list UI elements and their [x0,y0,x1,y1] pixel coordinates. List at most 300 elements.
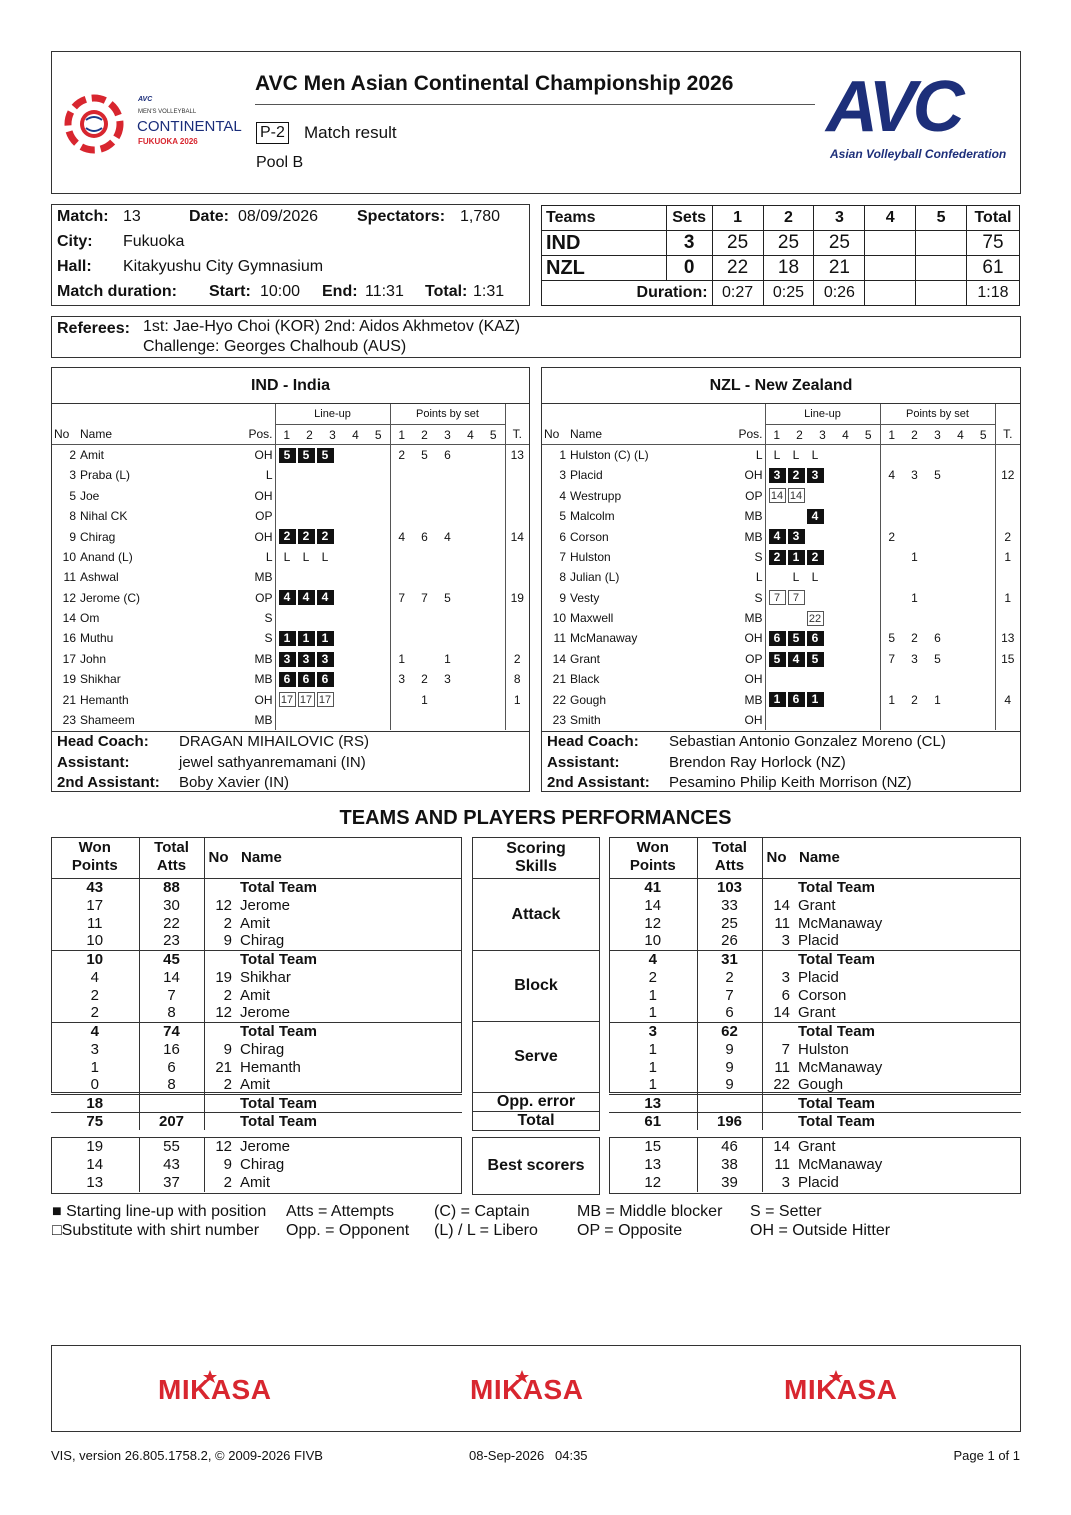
player-number: 7 [559,549,566,564]
player-number: 5 [69,488,76,503]
no-name-header: No Name [208,848,282,866]
set-points [903,710,926,730]
best-scorers-label-table [472,1137,600,1195]
player-total [995,506,1020,526]
player-name: Total Team [240,1022,317,1040]
libero-mark: L [792,447,800,462]
perf-row [51,968,462,986]
empty-lineup-slot [807,529,824,544]
set-points [949,506,972,526]
player-number [204,1112,236,1130]
total-attempts: 2 [697,968,762,986]
set-points [413,465,436,485]
player-row [542,486,1020,506]
set-points: 7 [421,590,428,605]
perf-row [51,1076,462,1094]
avc-mark: AVC [826,67,961,147]
player-row [542,465,1020,485]
set-points [972,649,995,669]
col-set: 1 [398,427,406,442]
player-name: Grant [798,1004,836,1022]
set-points [459,608,482,628]
col-no: No [54,427,70,442]
player-number [204,1022,236,1040]
player-position: L [734,567,765,587]
set-points [949,710,972,730]
player-name: Total Team [240,878,317,896]
empty-lineup-slot [769,611,786,626]
player-number: 1 [559,448,566,463]
total-header: Total [154,839,189,857]
assistant: Brendon Ray Horlock (NZ) [669,753,846,771]
starting-position-badge: 1 [807,692,824,707]
substitute-badge: 17 [298,692,315,707]
player-name: Total Team [798,1112,875,1130]
set-points [459,465,482,485]
won-points: 14 [609,896,697,914]
player-position: L [734,445,765,465]
set-points [903,669,926,689]
player-name: Black [570,672,600,687]
perf-row [51,1040,462,1058]
player-name: Julian (L) [570,570,620,585]
set-points [390,689,413,709]
set-points [459,445,482,465]
set-points [949,465,972,485]
player-number: 12 [215,896,232,914]
set-points [459,526,482,546]
set-points [880,486,903,506]
lineup-cells [275,547,390,567]
player-row [542,588,1020,608]
set-duration: 0:26 [814,281,865,306]
hall-label: Hall: [57,258,92,275]
player-name: Placid [798,1174,839,1192]
starting-position-badge: 3 [807,468,824,483]
player-name: Om [80,611,100,626]
team-title: IND - India [52,368,529,404]
player-row [542,567,1020,587]
player-number: 16 [62,631,76,646]
set-points [482,547,505,567]
set-points [949,588,972,608]
best-scorer-row [609,1155,1021,1173]
points-header: Points [629,857,676,875]
player-name: Hulston [798,1040,849,1058]
skills-header-line2: Skills [515,858,557,875]
player-position: L [244,465,275,485]
player-name: Amit [240,1076,270,1094]
start-time: 10:00 [260,283,301,300]
total-attempts: 6 [697,1004,762,1022]
player-position: S [244,628,275,648]
libero-mark: L [811,447,819,462]
spectators-label: Spectators: [357,208,446,225]
empty-lineup-slot [788,509,805,524]
player-position: MB [244,649,275,669]
col-set: 5 [482,424,505,444]
performance-table [51,837,462,1130]
lineup-cells [765,526,880,546]
skill-opp-error: Opp. error [473,1093,600,1112]
player-name: Chirag [240,1040,285,1058]
lineup-cells [275,628,390,648]
player-number: 11 [774,914,790,932]
set-score: 25 [763,231,814,256]
skill-total: Total [473,1112,600,1131]
legend-item: OP = Opposite [577,1222,683,1239]
set-points [413,506,436,526]
player-number: 21 [215,1058,232,1076]
player-total [505,628,529,648]
points-header: Points by set [880,404,995,424]
total-attempts: 31 [697,950,762,968]
title-divider [255,104,815,105]
performances-title: TEAMS AND PLAYERS PERFORMANCES [339,807,732,829]
set-points: 1 [398,651,406,666]
player-number: 14 [773,896,790,914]
skill-attack: Attack [473,879,600,951]
player-name: Amit [240,914,270,932]
team-code: IND [542,231,667,256]
player-name: Shameem [80,713,135,728]
set-points [390,567,413,587]
total-atts-header [697,837,762,878]
set-points: 1 [888,692,896,707]
second-assistant: Pesamino Philip Keith Morrison (NZ) [669,774,912,792]
player-total: 2 [513,651,521,666]
set-points [880,547,903,567]
player-total [505,710,529,730]
set-points [972,445,995,465]
player-position: OH [734,465,765,485]
player-number: 8 [69,509,76,524]
set-points [880,445,903,465]
set-points [390,628,413,648]
player-row [542,526,1020,546]
player-name: Grant [570,651,601,666]
set-points [436,710,459,730]
lineup-cells [765,465,880,485]
lineup-cells [765,669,880,689]
roster-header-row [52,424,529,444]
starting-position-badge: 2 [807,550,824,565]
set-score: 25 [712,231,763,256]
player-number: 9 [559,590,566,605]
player-number: 3 [781,968,790,986]
total-attempts: 22 [139,914,204,932]
set-points [949,567,972,587]
won-points: 61 [609,1112,697,1130]
starting-position-badge: 6 [298,672,315,687]
roster-header-row [542,424,1020,444]
player-number: 5 [559,509,566,524]
player-number: 14 [552,651,566,666]
set-points [459,588,482,608]
set-points [926,506,949,526]
set-points: 5 [934,468,941,483]
set-points [949,649,972,669]
set-points [903,608,926,628]
starting-position-badge: 2 [279,529,296,544]
won-points: 3 [51,1040,139,1058]
set-points [972,526,995,546]
col-name: Name [80,427,113,442]
col-set: 1 [773,427,781,442]
perf-row [609,932,1021,950]
player-name: Grant [798,896,836,914]
total-attempts: 207 [139,1112,204,1130]
player-row [52,486,529,506]
head-coach-label: Head Coach: [547,733,639,751]
duration-label: Match duration: [57,283,177,300]
col-set: 2 [421,427,428,442]
col-name: Name [570,427,603,442]
score-header: 1 [712,206,763,231]
second-assistant: Boby Xavier (IN) [179,774,290,792]
set-duration: 0:27 [712,281,763,306]
player-number: 3 [559,468,566,483]
won-points: 13 [609,1155,697,1173]
set-duration [865,281,916,306]
libero-mark: L [283,549,291,564]
starting-position-badge: 3 [769,468,786,483]
lineup-cells [275,689,390,709]
legend-item: □Substitute with shirt number [52,1222,260,1239]
set-points [972,547,995,567]
set-points [880,669,903,689]
player-number: 11 [774,1155,790,1173]
set-points: 5 [934,651,941,666]
set-points [459,669,482,689]
player-name: Amit [240,986,270,1004]
set-points [926,567,949,587]
player-name: McManaway [798,1058,883,1076]
player-total: 15 [1001,651,1015,666]
player-number: 8 [559,570,566,585]
player-position: OH [734,628,765,648]
set-points: 3 [911,468,918,483]
substitute-badge: 7 [769,590,786,605]
perf-row [51,896,462,914]
empty-lineup-slot [769,570,786,585]
starting-position-badge: 2 [317,529,334,544]
player-total [505,608,529,628]
player-name: Nihal CK [80,509,128,524]
starting-position-badge: 5 [788,631,805,646]
starting-position-badge: 5 [317,448,334,463]
set-score: 25 [814,231,865,256]
player-row [52,669,529,689]
player-position: MB [734,506,765,526]
set-points: 4 [398,529,406,544]
player-name: John [80,651,107,666]
set-points [436,506,459,526]
set-points [482,608,505,628]
perf-row [51,1004,462,1022]
substitute-badge: 7 [788,590,805,605]
set-points [413,608,436,628]
player-row [52,710,529,730]
total-score: 61 [966,256,1019,281]
player-row [52,445,529,465]
player-name: Shikhar [240,968,291,986]
player-name: Total Team [798,1094,875,1112]
set-points [413,547,436,567]
starting-position-badge: 5 [279,448,296,463]
total-attempts: 16 [139,1040,204,1058]
performance-table [609,837,1021,1130]
player-total [505,547,529,567]
lineup-header: Line-up [765,404,880,424]
volleyball-logo-icon [60,90,140,158]
player-name: Total Team [798,950,875,968]
set-points [949,669,972,689]
player-name: Gough [570,692,607,707]
roster-table [52,404,529,730]
player-position: MB [734,689,765,709]
player-name: Gough [798,1076,844,1094]
lineup-cells [275,608,390,628]
player-position: OP [734,486,765,506]
player-number: 23 [62,713,76,728]
set-points [390,710,413,730]
col-no: No [544,427,560,442]
player-name: Muthu [80,631,114,646]
won-points: 3 [609,1022,697,1040]
player-number: 14 [773,1004,790,1022]
set-points [949,608,972,628]
set-points [436,689,459,709]
total-attempts: 74 [139,1022,204,1040]
player-number: 12 [62,590,76,605]
starting-position-badge: 5 [769,652,786,667]
starting-position-badge: 1 [317,631,334,646]
head-coach: DRAGAN MIHAILOVIC (RS) [179,733,370,751]
legend-item: ■ Starting line-up with position [52,1203,267,1220]
perf-row [609,1058,1021,1076]
total-attempts: 88 [139,878,204,896]
total-attempts: 9 [697,1040,762,1058]
player-position: MB [244,669,275,689]
set-points [482,710,505,730]
col-set: 4 [352,427,359,442]
player-name: Total Team [798,878,875,896]
set-points [436,465,459,485]
player-number: 21 [62,692,76,707]
perf-row [609,1076,1021,1094]
player-name: Joe [80,488,100,503]
starting-position-badge: 2 [769,550,786,565]
set-points [880,588,903,608]
player-number: 9 [223,932,232,950]
spectators-count: 1,780 [460,208,501,225]
col-set: 2 [796,427,803,442]
player-position: S [734,588,765,608]
player-total: 1 [1004,549,1012,564]
total-score: 75 [966,231,1019,256]
perf-row [51,950,462,968]
player-name: Hemanth [80,692,129,707]
won-points: 4 [609,950,697,968]
player-number [762,950,794,968]
starting-position-badge: 6 [807,631,824,646]
total-attempts: 55 [139,1137,204,1155]
player-number: 12 [215,1137,232,1155]
match-date: 08/09/2026 [238,208,319,225]
total-attempts: 46 [697,1137,762,1155]
perf-row [609,878,1021,896]
legend-item: S = Setter [750,1203,822,1220]
referees-line2: Challenge: Georges Chalhoub (AUS) [143,338,407,355]
perf-row [51,1094,462,1112]
player-total: 13 [510,448,524,463]
lineup-cells [765,710,880,730]
player-position: OH [244,486,275,506]
roster-table [542,404,1020,730]
player-number: 9 [223,1040,232,1058]
player-position: MB [244,710,275,730]
set-points [459,649,482,669]
set-points [926,445,949,465]
won-points: 4 [51,968,139,986]
set-score [865,231,916,256]
scoring-skills-table [472,837,600,1131]
player-name: Hulston [570,549,611,564]
won-points: 1 [609,986,697,1004]
player-row [542,689,1020,709]
perf-header-row [51,837,462,878]
col-set: 5 [972,424,995,444]
player-name: McManaway [570,631,638,646]
lineup-cells [765,628,880,648]
set-points [926,608,949,628]
empty-lineup-slot [807,590,824,605]
set-points [949,689,972,709]
mikasa-logo [158,1368,288,1406]
player-name: Total Team [240,1112,317,1130]
player-total: 1 [513,692,521,707]
player-name: Anand (L) [80,549,133,564]
player-total [995,445,1020,465]
footer-page: Page 1 of 1 [953,1448,1020,1463]
set-points [482,526,505,546]
col-pos: Pos. [734,424,765,444]
player-number: 6 [559,529,566,544]
set-points [903,567,926,587]
set-points [972,669,995,689]
starting-position-badge: 6 [769,631,786,646]
second-assistant-label: 2nd Assistant: [547,774,650,792]
set-points: 2 [888,529,896,544]
city: Fukuoka [123,233,185,250]
sets-won: 3 [666,231,712,256]
player-position: S [734,547,765,567]
player-name: Westrupp [570,488,622,503]
set-points: 6 [934,631,941,646]
set-points [972,465,995,485]
lineup-cells [765,608,880,628]
player-total: 4 [1004,692,1012,707]
empty-lineup-slot [807,488,824,503]
starting-position-badge: 5 [807,652,824,667]
player-name: Vesty [570,590,600,605]
total-attempts: 43 [139,1155,204,1173]
player-position: OP [244,588,275,608]
total-attempts: 33 [697,896,762,914]
set-points: 5 [421,448,428,463]
perf-row [609,914,1021,932]
